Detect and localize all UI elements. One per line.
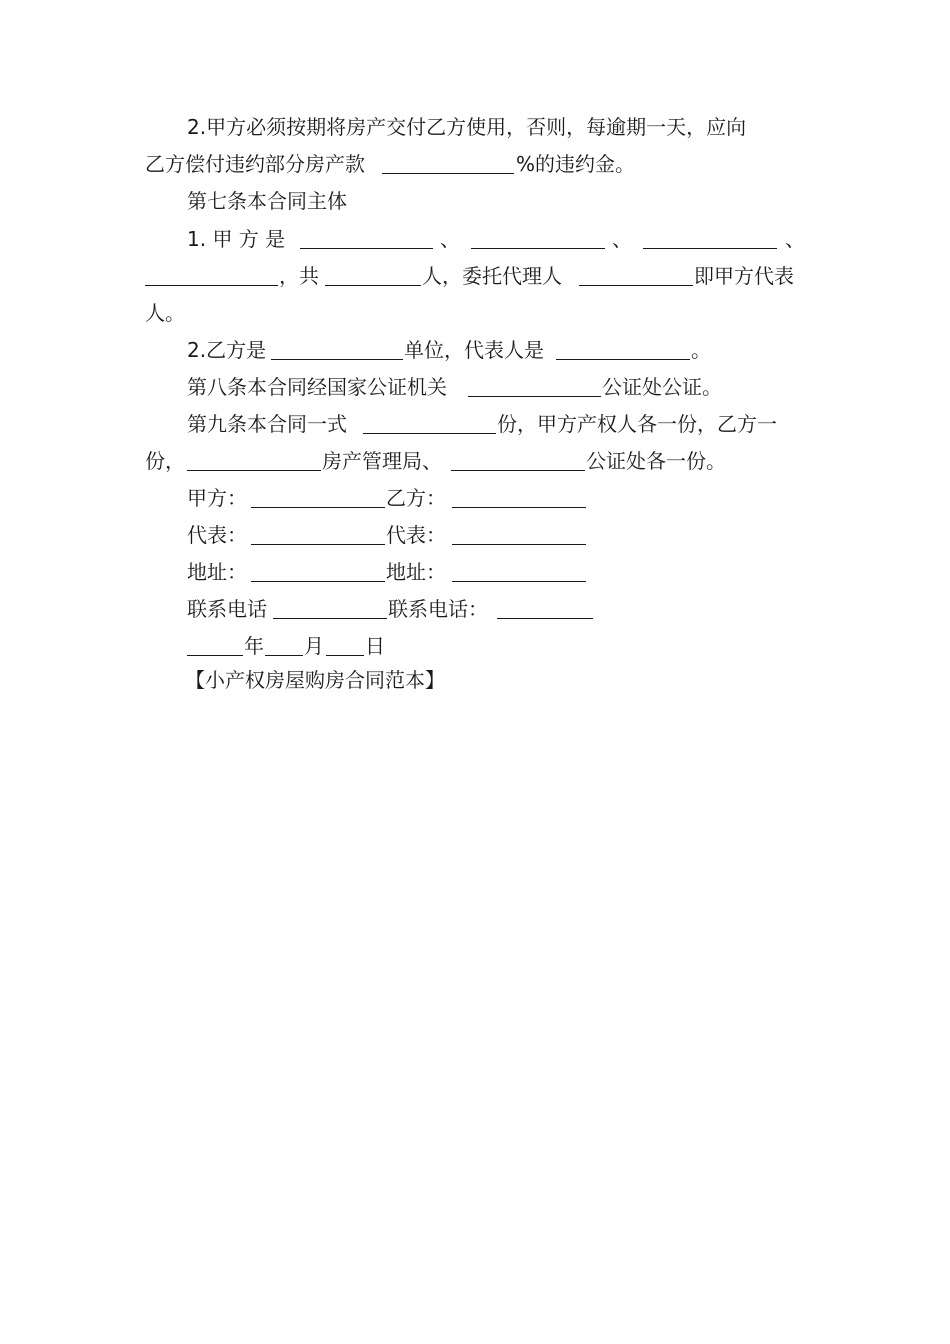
- label-year: 年: [244, 634, 264, 658]
- paragraph-penalty-line-1: [0, 109, 950, 146]
- paragraph-penalty-line-2: [0, 146, 950, 183]
- text-segment: %的违约金。: [516, 152, 636, 176]
- blank-field[interactable]: [251, 507, 385, 508]
- text-segment: 第七条本合同主体: [187, 189, 347, 213]
- blank-field[interactable]: [187, 470, 321, 471]
- signature-address-row: [0, 554, 950, 591]
- label-address-b: 地址：: [386, 560, 446, 584]
- blank-field[interactable]: [265, 655, 303, 656]
- signature-representative-row: [0, 517, 950, 554]
- signature-party-row: [0, 480, 950, 517]
- text-segment: 份，甲方产权人各一份，乙方一: [497, 412, 777, 436]
- text-segment: 公证处公证。: [602, 375, 722, 399]
- text-segment: 【小产权房屋购房合同范本】: [185, 668, 445, 692]
- blank-field[interactable]: [471, 248, 605, 249]
- text-segment: 2.乙方是: [187, 338, 267, 362]
- signature-phone-row: [0, 591, 950, 628]
- blank-field[interactable]: [382, 173, 514, 174]
- label-day: 日: [365, 634, 385, 658]
- blank-field[interactable]: [452, 581, 586, 582]
- article-8: [0, 369, 950, 406]
- blank-field[interactable]: [579, 285, 693, 286]
- blank-field[interactable]: [251, 581, 385, 582]
- paragraph-party-a-line-2: [0, 258, 950, 295]
- label-representative-b: 代表：: [386, 523, 446, 547]
- text-segment: 、: [785, 227, 805, 251]
- text-segment: 即甲方代表: [694, 264, 794, 288]
- text-segment: 单位，代表人是: [404, 338, 544, 362]
- blank-field[interactable]: [325, 285, 421, 286]
- blank-field[interactable]: [187, 655, 243, 656]
- label-phone-b: 联系电话：: [388, 597, 488, 621]
- label-party-b: 乙方：: [386, 486, 446, 510]
- text-segment: 公证处各一份。: [586, 449, 726, 473]
- blank-field[interactable]: [468, 396, 601, 397]
- text-segment: 份，: [145, 449, 185, 473]
- article-7-heading: [0, 183, 950, 220]
- blank-field[interactable]: [251, 544, 385, 545]
- article-9-line-1: [0, 406, 950, 443]
- blank-field[interactable]: [643, 248, 777, 249]
- text-segment: ，共: [279, 264, 319, 288]
- text-segment: 1. 甲 方 是: [187, 227, 286, 251]
- text-segment: 。: [691, 338, 711, 362]
- paragraph-party-a-line-1: [0, 221, 950, 258]
- article-9-line-2: [0, 443, 950, 480]
- blank-field[interactable]: [452, 544, 586, 545]
- blank-field[interactable]: [452, 507, 586, 508]
- next-section-title: [0, 662, 950, 699]
- blank-field[interactable]: [271, 359, 403, 360]
- text-segment: 2.甲方必须按期将房产交付乙方使用，否则，每逾期一天，应向: [187, 115, 747, 139]
- blank-field[interactable]: [145, 285, 278, 286]
- blank-field[interactable]: [451, 470, 585, 471]
- label-address-a: 地址：: [187, 560, 247, 584]
- blank-field[interactable]: [326, 655, 364, 656]
- text-segment: 、: [612, 227, 632, 251]
- blank-field[interactable]: [497, 618, 593, 619]
- text-segment: 房产管理局、: [322, 449, 442, 473]
- text-segment: 、: [440, 227, 460, 251]
- date-row: [0, 628, 950, 665]
- text-segment: 第八条本合同经国家公证机关: [187, 375, 447, 399]
- blank-field[interactable]: [300, 248, 433, 249]
- blank-field[interactable]: [556, 359, 690, 360]
- label-party-a: 甲方：: [187, 486, 247, 510]
- paragraph-party-a-line-3: [0, 295, 950, 332]
- text-segment: 人，委托代理人: [422, 264, 562, 288]
- text-segment: 第九条本合同一式: [187, 412, 347, 436]
- blank-field[interactable]: [273, 618, 387, 619]
- text-segment: 乙方偿付违约部分房产款: [145, 152, 365, 176]
- label-month: 月: [304, 634, 324, 658]
- label-representative-a: 代表：: [187, 523, 247, 547]
- label-phone-a: 联系电话: [187, 597, 267, 621]
- text-segment: 人。: [145, 301, 185, 325]
- paragraph-party-b: [0, 332, 950, 369]
- blank-field[interactable]: [363, 433, 496, 434]
